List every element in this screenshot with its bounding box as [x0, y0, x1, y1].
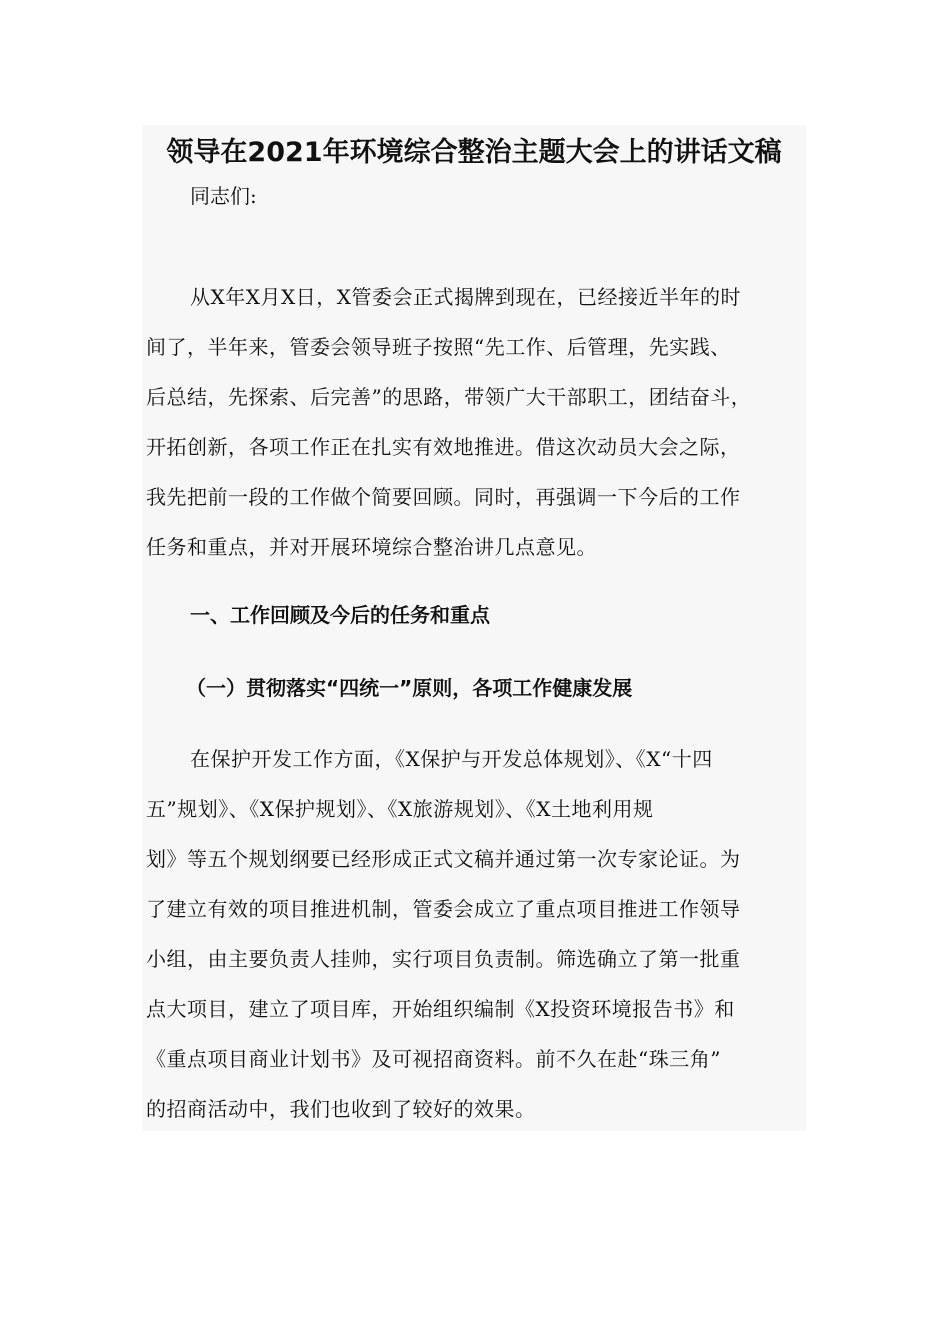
paragraph-line: 的招商活动中，我们也收到了较好的效果。: [146, 1097, 536, 1121]
document-title: 领导在2021年环境综合整治主题大会上的讲话文稿: [166, 137, 782, 168]
paragraph-line: 后总结，先探索、后完善”的思路，带领广大干部职工，团结奋斗，: [146, 385, 752, 409]
paragraph-line: 了建立有效的项目推进机制，管委会成立了重点项目推进工作领导: [146, 897, 741, 921]
paragraph-planning: [146, 734, 806, 1134]
paragraph-line: 五”规划》、《X保护规划》、《X旅游规划》、《X土地利用规: [146, 797, 654, 821]
paragraph-line: 《重点项目商业计划书》及可视招商资料。前不久在赴“珠三角”: [146, 1047, 721, 1071]
paragraph-line: 从X年X月X日，X管委会正式揭牌到现在，已经接近半年的时: [190, 285, 741, 309]
paragraph-line: 任务和重点，并对开展环境综合整治讲几点意见。: [146, 535, 597, 559]
paragraph-line: 间了，半年来，管委会领导班子按照“先工作、后管理，先实践、: [146, 335, 731, 359]
section-heading: 一、工作回顾及今后的任务和重点: [190, 603, 490, 627]
paragraph-line: 点大项目，建立了项目库，开始组织编制《X投资环境报告书》和: [146, 997, 735, 1021]
paragraph-intro: [146, 272, 806, 572]
subsection-heading: （一）贯彻落实“四统一”原则，各项工作健康发展: [186, 676, 633, 700]
paragraph-line: 小组，由主要负责人挂帅，实行项目负责制。筛选确立了第一批重: [146, 947, 741, 971]
paragraph-line: 划》等五个规划纲要已经形成正式文稿并通过第一次专家论证。为: [146, 847, 741, 871]
paragraph-line: 我先把前一段的工作做个简要回顾。同时，再强调一下今后的工作: [146, 485, 741, 509]
salutation: 同志们:: [190, 184, 257, 208]
paragraph-line: 在保护开发工作方面，《X保护与开发总体规划》、《X“十四: [190, 747, 713, 771]
paragraph-line: 开拓创新，各项工作正在扎实有效地推进。借这次动员大会之际，: [146, 435, 741, 459]
